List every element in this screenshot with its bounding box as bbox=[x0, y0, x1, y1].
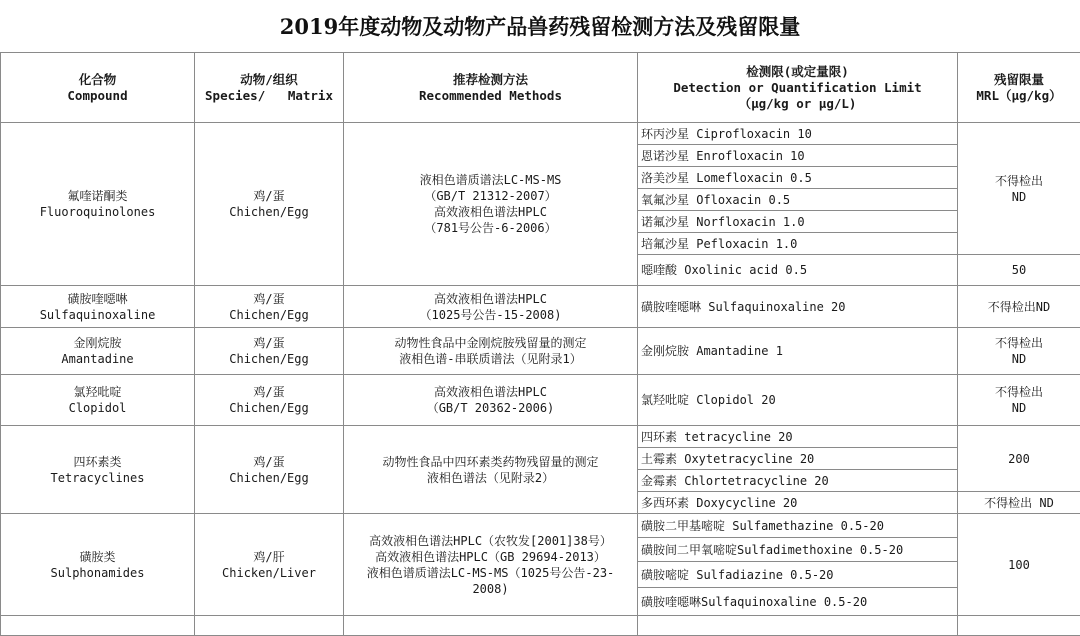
table-row bbox=[1, 375, 1080, 426]
method-line: （GB/T 20362-2006) bbox=[344, 400, 637, 416]
species-cell bbox=[195, 328, 344, 375]
limit-cell: 金霉素 Chlortetracycline 20 bbox=[638, 470, 958, 492]
mrl-en: ND bbox=[958, 189, 1080, 205]
species-cn: 鸡/蛋 bbox=[195, 384, 343, 400]
mrl-cell: 100 bbox=[958, 514, 1080, 616]
table-row bbox=[1, 514, 1080, 538]
header-limit-unit: （μg/kg or μg/L) bbox=[638, 96, 957, 112]
header-row bbox=[1, 53, 1080, 123]
species-en: Chichen/Egg bbox=[195, 307, 343, 323]
species-cn: 鸡/肝 bbox=[195, 549, 343, 565]
residue-table bbox=[0, 52, 1080, 636]
header-method-en: Recommended Methods bbox=[344, 88, 637, 104]
method-line: （GB/T 21312-2007） bbox=[344, 188, 637, 204]
limit-cell: 诺氟沙星 Norfloxacin 1.0 bbox=[638, 211, 958, 233]
compound-en: Sulfaquinoxaline bbox=[1, 307, 194, 323]
compound-cell bbox=[1, 514, 195, 616]
header-species bbox=[195, 53, 344, 123]
header-limit bbox=[638, 53, 958, 123]
method-line: 液相色谱质谱法LC-MS-MS（1025号公告-23- bbox=[344, 565, 637, 581]
method-line: 高效液相色谱法HPLC bbox=[344, 384, 637, 400]
limit-cell: 磺胺嘧啶 Sulfadiazine 0.5-20 bbox=[638, 562, 958, 588]
limit-cell: 磺胺间二甲氧嘧啶Sulfadimethoxine 0.5-20 bbox=[638, 538, 958, 562]
mrl-cn: 不得检出 bbox=[958, 384, 1080, 400]
compound-cell bbox=[1, 286, 195, 328]
method-cell bbox=[344, 426, 638, 514]
mrl-en: ND bbox=[958, 351, 1080, 367]
compound-cn: 氟喹诺酮类 bbox=[1, 188, 194, 204]
compound-cn: 氯羟吡啶 bbox=[1, 384, 194, 400]
species-en: Chicken/Liver bbox=[195, 565, 343, 581]
mrl-en: ND bbox=[958, 400, 1080, 416]
limit-cell: 磺胺喹噁啉Sulfaquinoxaline 0.5-20 bbox=[638, 588, 958, 616]
compound-en: Tetracyclines bbox=[1, 470, 194, 486]
header-species-cn: 动物/组织 bbox=[195, 72, 343, 88]
mrl-cell: 不得检出 ND bbox=[958, 492, 1080, 514]
compound-en: Amantadine bbox=[1, 351, 194, 367]
method-cell bbox=[344, 514, 638, 616]
limit-cell: 多西环素 Doxycycline 20 bbox=[638, 492, 958, 514]
compound-cn: 磺胺喹噁啉 bbox=[1, 291, 194, 307]
species-cn: 鸡/蛋 bbox=[195, 335, 343, 351]
header-limit-en: Detection or Quantification Limit bbox=[638, 80, 957, 96]
method-line: （1025号公告-15-2008) bbox=[344, 307, 637, 323]
compound-cn: 磺胺类 bbox=[1, 549, 194, 565]
method-line: 高效液相色谱法HPLC（GB 29694-2013） bbox=[344, 549, 637, 565]
species-cn: 鸡/蛋 bbox=[195, 188, 343, 204]
species-cell bbox=[195, 514, 344, 616]
compound-cell bbox=[1, 426, 195, 514]
table-row bbox=[1, 123, 1080, 145]
mrl-cell bbox=[958, 328, 1080, 375]
mrl-cell: 200 bbox=[958, 426, 1080, 492]
empty-cell bbox=[1, 616, 195, 636]
limit-cell: 氯羟吡啶 Clopidol 20 bbox=[638, 375, 958, 426]
limit-cell: 噁喹酸 Oxolinic acid 0.5 bbox=[638, 255, 958, 286]
header-compound-cn: 化合物 bbox=[1, 72, 194, 88]
header-compound bbox=[1, 53, 195, 123]
header-mrl-en: MRL（μg/kg） bbox=[958, 88, 1080, 104]
compound-en: Sulphonamides bbox=[1, 565, 194, 581]
method-line: 液相色谱质谱法LC-MS-MS bbox=[344, 172, 637, 188]
species-en: Chichen/Egg bbox=[195, 400, 343, 416]
header-compound-en: Compound bbox=[1, 88, 194, 104]
mrl-cn: 不得检出 bbox=[958, 173, 1080, 189]
compound-cell bbox=[1, 375, 195, 426]
mrl-cell bbox=[958, 375, 1080, 426]
method-line: 2008) bbox=[344, 581, 637, 597]
header-limit-cn: 检测限(或定量限) bbox=[638, 64, 957, 80]
mrl-cell: 不得检出ND bbox=[958, 286, 1080, 328]
method-line: 动物性食品中四环素类药物残留量的测定 bbox=[344, 454, 637, 470]
species-cell bbox=[195, 123, 344, 286]
compound-en: Fluoroquinolones bbox=[1, 204, 194, 220]
header-mrl-cn: 残留限量 bbox=[958, 72, 1080, 88]
limit-cell: 金刚烷胺 Amantadine 1 bbox=[638, 328, 958, 375]
species-cell bbox=[195, 286, 344, 328]
limit-cell: 恩诺沙星 Enrofloxacin 10 bbox=[638, 145, 958, 167]
method-line: （781号公告-6-2006） bbox=[344, 220, 637, 236]
method-cell bbox=[344, 375, 638, 426]
header-method-cn: 推荐检测方法 bbox=[344, 72, 637, 88]
method-line: 液相色谱法（见附录2） bbox=[344, 470, 637, 486]
page-title: 2019年度动物及动物产品兽药残留检测方法及残留限量 bbox=[0, 0, 1080, 53]
limit-cell: 磺胺二甲基嘧啶 Sulfamethazine 0.5-20 bbox=[638, 514, 958, 538]
species-cell bbox=[195, 426, 344, 514]
compound-cn: 四环素类 bbox=[1, 454, 194, 470]
limit-cell: 磺胺喹噁啉 Sulfaquinoxaline 20 bbox=[638, 286, 958, 328]
limit-cell: 培氟沙星 Pefloxacin 1.0 bbox=[638, 233, 958, 255]
compound-cell bbox=[1, 328, 195, 375]
method-cell bbox=[344, 123, 638, 286]
header-species-en: Species/ Matrix bbox=[195, 88, 343, 104]
limit-cell: 环丙沙星 Ciprofloxacin 10 bbox=[638, 123, 958, 145]
table-row bbox=[1, 616, 1080, 636]
species-cell bbox=[195, 375, 344, 426]
empty-cell bbox=[195, 616, 344, 636]
compound-en: Clopidol bbox=[1, 400, 194, 416]
method-cell bbox=[344, 328, 638, 375]
table-row bbox=[1, 286, 1080, 328]
species-cn: 鸡/蛋 bbox=[195, 454, 343, 470]
empty-cell bbox=[344, 616, 638, 636]
header-method bbox=[344, 53, 638, 123]
species-en: Chichen/Egg bbox=[195, 351, 343, 367]
limit-cell: 四环素 tetracycline 20 bbox=[638, 426, 958, 448]
mrl-cell: 50 bbox=[958, 255, 1080, 286]
table-row bbox=[1, 426, 1080, 448]
compound-cell bbox=[1, 123, 195, 286]
limit-cell: 洛美沙星 Lomefloxacin 0.5 bbox=[638, 167, 958, 189]
empty-cell bbox=[958, 616, 1080, 636]
limit-cell: 土霉素 Oxytetracycline 20 bbox=[638, 448, 958, 470]
method-line: 高效液相色谱法HPLC bbox=[344, 204, 637, 220]
species-en: Chichen/Egg bbox=[195, 204, 343, 220]
limit-cell: 氧氟沙星 Ofloxacin 0.5 bbox=[638, 189, 958, 211]
method-line: 高效液相色谱法HPLC（农牧发[2001]38号） bbox=[344, 533, 637, 549]
method-line: 动物性食品中金刚烷胺残留量的测定 bbox=[344, 335, 637, 351]
method-cell bbox=[344, 286, 638, 328]
empty-cell bbox=[638, 616, 958, 636]
compound-cn: 金刚烷胺 bbox=[1, 335, 194, 351]
method-line: 液相色谱-串联质谱法（见附录1） bbox=[344, 351, 637, 367]
species-cn: 鸡/蛋 bbox=[195, 291, 343, 307]
mrl-cn: 不得检出 bbox=[958, 335, 1080, 351]
method-line: 高效液相色谱法HPLC bbox=[344, 291, 637, 307]
header-mrl bbox=[958, 53, 1080, 123]
species-en: Chichen/Egg bbox=[195, 470, 343, 486]
mrl-cell bbox=[958, 123, 1080, 255]
table-row bbox=[1, 328, 1080, 375]
